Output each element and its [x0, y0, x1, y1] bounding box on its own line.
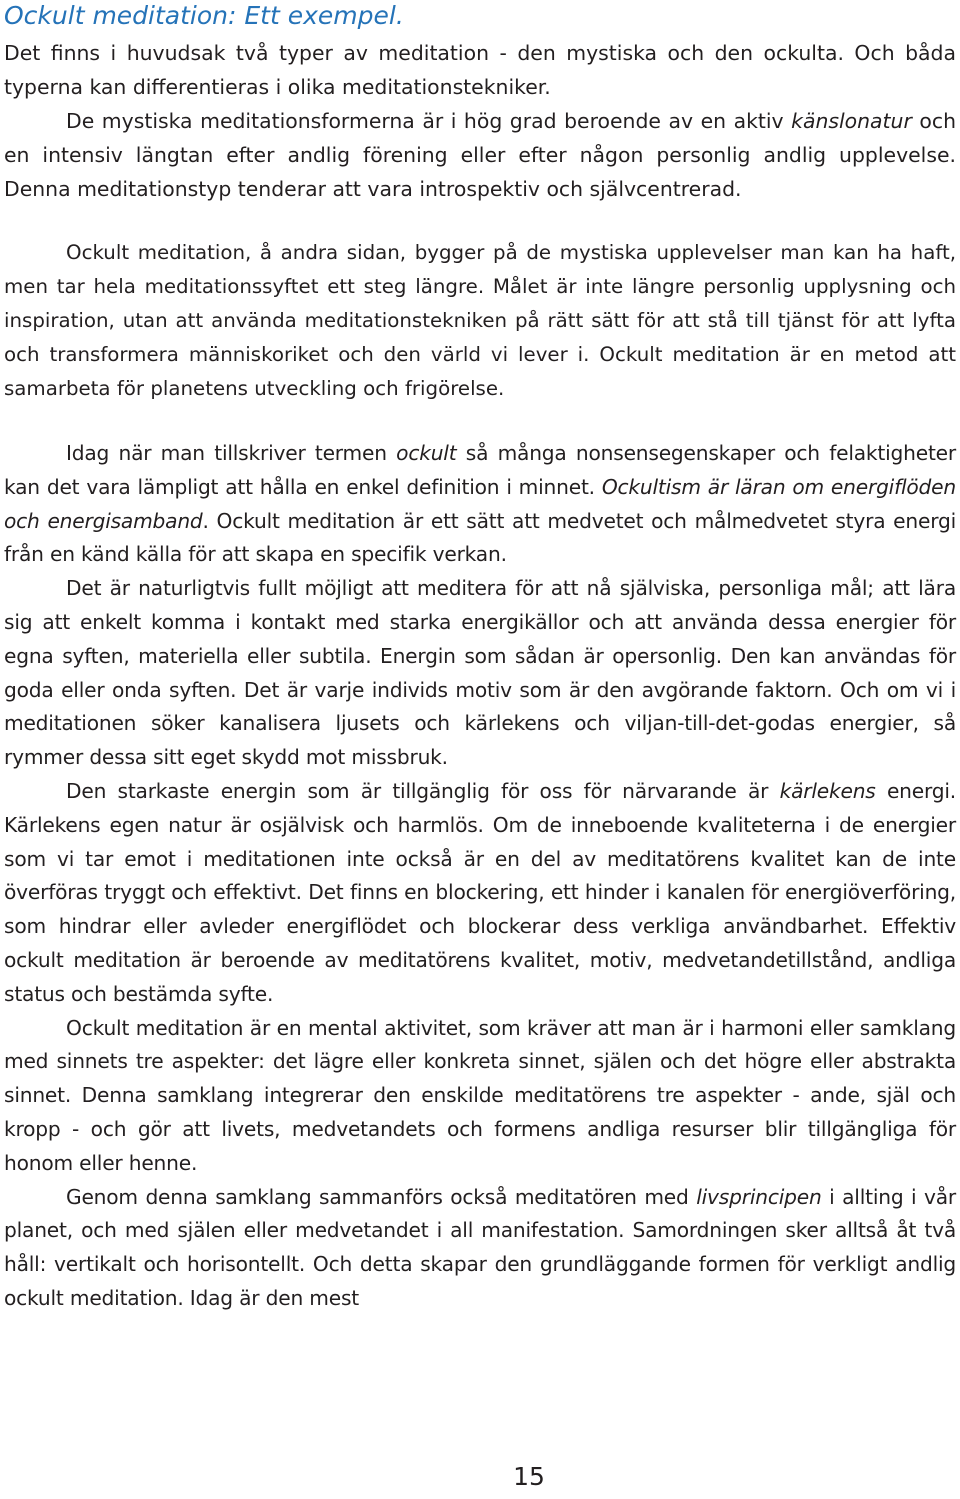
paragraph-definition-emphasis-ockult: ockult [396, 441, 457, 465]
paragraph-types [4, 36, 956, 104]
paragraph-alignment [4, 1181, 956, 1316]
paragraph-mental-text: Ockult meditation är en mental aktivitet, som kräver att man är i harmoni eller samklang med sinnets tre aspekter: det lägre eller konkreta sinnet, själen och det högre eller abstrakta sinnet. Denna samklang integrerar den enskilde meditatörens tre aspekter - ande, själ och kropp - och gör att livets, medvetandets och formens andliga resurser blir tillgängliga för honom eller henne. [4, 1015, 956, 1175]
paragraph-love-text-b: energi. Kärlekens egen natur är osjälvisk och harmlös. Om de inneboende kvaliteterna i de energier som vi tar emot i meditationen inte också är en del av meditatörens kvalitet kan de inte överföras tryggt och effektivt. Det finns en blockering, ett hinder i kanalen för energiöverföring, som hindrar eller avleder energiflödet och blockerar dess verkliga användbarhet. Effektiv ockult meditation är beroende av meditatörens kvalitet, motiv, medvetandetillstånd, andliga status och bestämda syfte. [4, 778, 956, 1006]
paragraph-definition [4, 437, 956, 572]
paragraph-mental [4, 1012, 956, 1181]
paragraph-occult [4, 236, 956, 406]
paragraph-mystic-text-b: och en intensiv längtan efter andlig förening eller efter någon personlig andlig upplevelse. Denna meditationstyp tenderar att vara introspektiv och självcentrerad. [4, 109, 956, 201]
paragraph-love-emphasis: kärlekens [779, 778, 876, 803]
main-block [4, 437, 956, 1316]
paragraph-mystic-text-a: De mystiska meditationsformerna är i hög grad beroende av en aktiv [66, 109, 792, 133]
paragraph-motive [4, 572, 956, 775]
paragraph-love [4, 775, 956, 1012]
document-title: Ockult meditation: Ett exempel. [4, 1, 404, 30]
intro-block [4, 36, 956, 206]
paragraph-alignment-emphasis: livsprincipen [696, 1184, 822, 1209]
paragraph-alignment-text-b: i allting i vår planet, och med själen eller medvetandet i all manifestation. Samordningen sker alltså åt två håll: vertikalt och horisontellt. Och detta skapar den grundläggande formen för verkligt andlig ockult meditation. Idag är den mest [4, 1184, 956, 1310]
paragraph-definition-text-c: . Ockult meditation är ett sätt att medvetet och målmedvetet styra energi från en känd källa för att skapa en specifik verkan. [4, 508, 956, 567]
paragraph-definition-text-b: så många nonsensegenskaper och felaktigheter kan det vara lämpligt att hålla en enkel definition i minnet. [4, 441, 956, 499]
paragraph-mystic-emphasis: känslonatur [791, 109, 912, 133]
paragraph-mystic [4, 104, 956, 206]
page-number: 15 [513, 1462, 545, 1491]
paragraph-types-text: Det finns i huvudsak två typer av meditation - den mystiska och den ockulta. Och båda typerna kan differentieras i olika meditationstekniker. [4, 41, 956, 99]
paragraph-occult-text: Ockult meditation, å andra sidan, bygger på de mystiska upplevelser man kan ha haft, men tar hela meditationssyftet ett steg längre. Målet är inte längre personlig upplysning och inspiration, utan att använda meditationstekniken på rätt sätt för att stå till tjänst för att lyfta och transformera människoriket och den värld vi lever i. Ockult meditation är en metod att samarbeta för planetens utveckling och frigörelse. [4, 241, 956, 400]
paragraph-definition-text-a: Idag när man tillskriver termen [66, 441, 397, 465]
paragraph-definition-emphasis-ockultism: Ockultism är läran om energiflöden och energisamband [4, 474, 956, 533]
paragraph-motive-text: Det är naturligtvis fullt möjligt att meditera för att nå själviska, personliga mål; att lära sig att enkelt komma i kontakt med starka energikällor och att använda dessa energier för egna syften, materiella eller subtila. Energin som sådan är opersonlig. Den kan användas för goda eller onda syften. Det är varje individs motiv som är den avgörande faktorn. Och om vi i meditationen söker kanalisera ljusets och kärlekens och viljan-till-det-godas energier, så rymmer dessa sitt eget skydd mot missbruk. [4, 576, 956, 770]
paragraph-alignment-text-a: Genom denna samklang sammanförs också meditatören med [66, 1184, 697, 1209]
occult-block [4, 236, 956, 406]
paragraph-love-text-a: Den starkaste energin som är tillgänglig för oss för närvarande är [66, 778, 780, 803]
